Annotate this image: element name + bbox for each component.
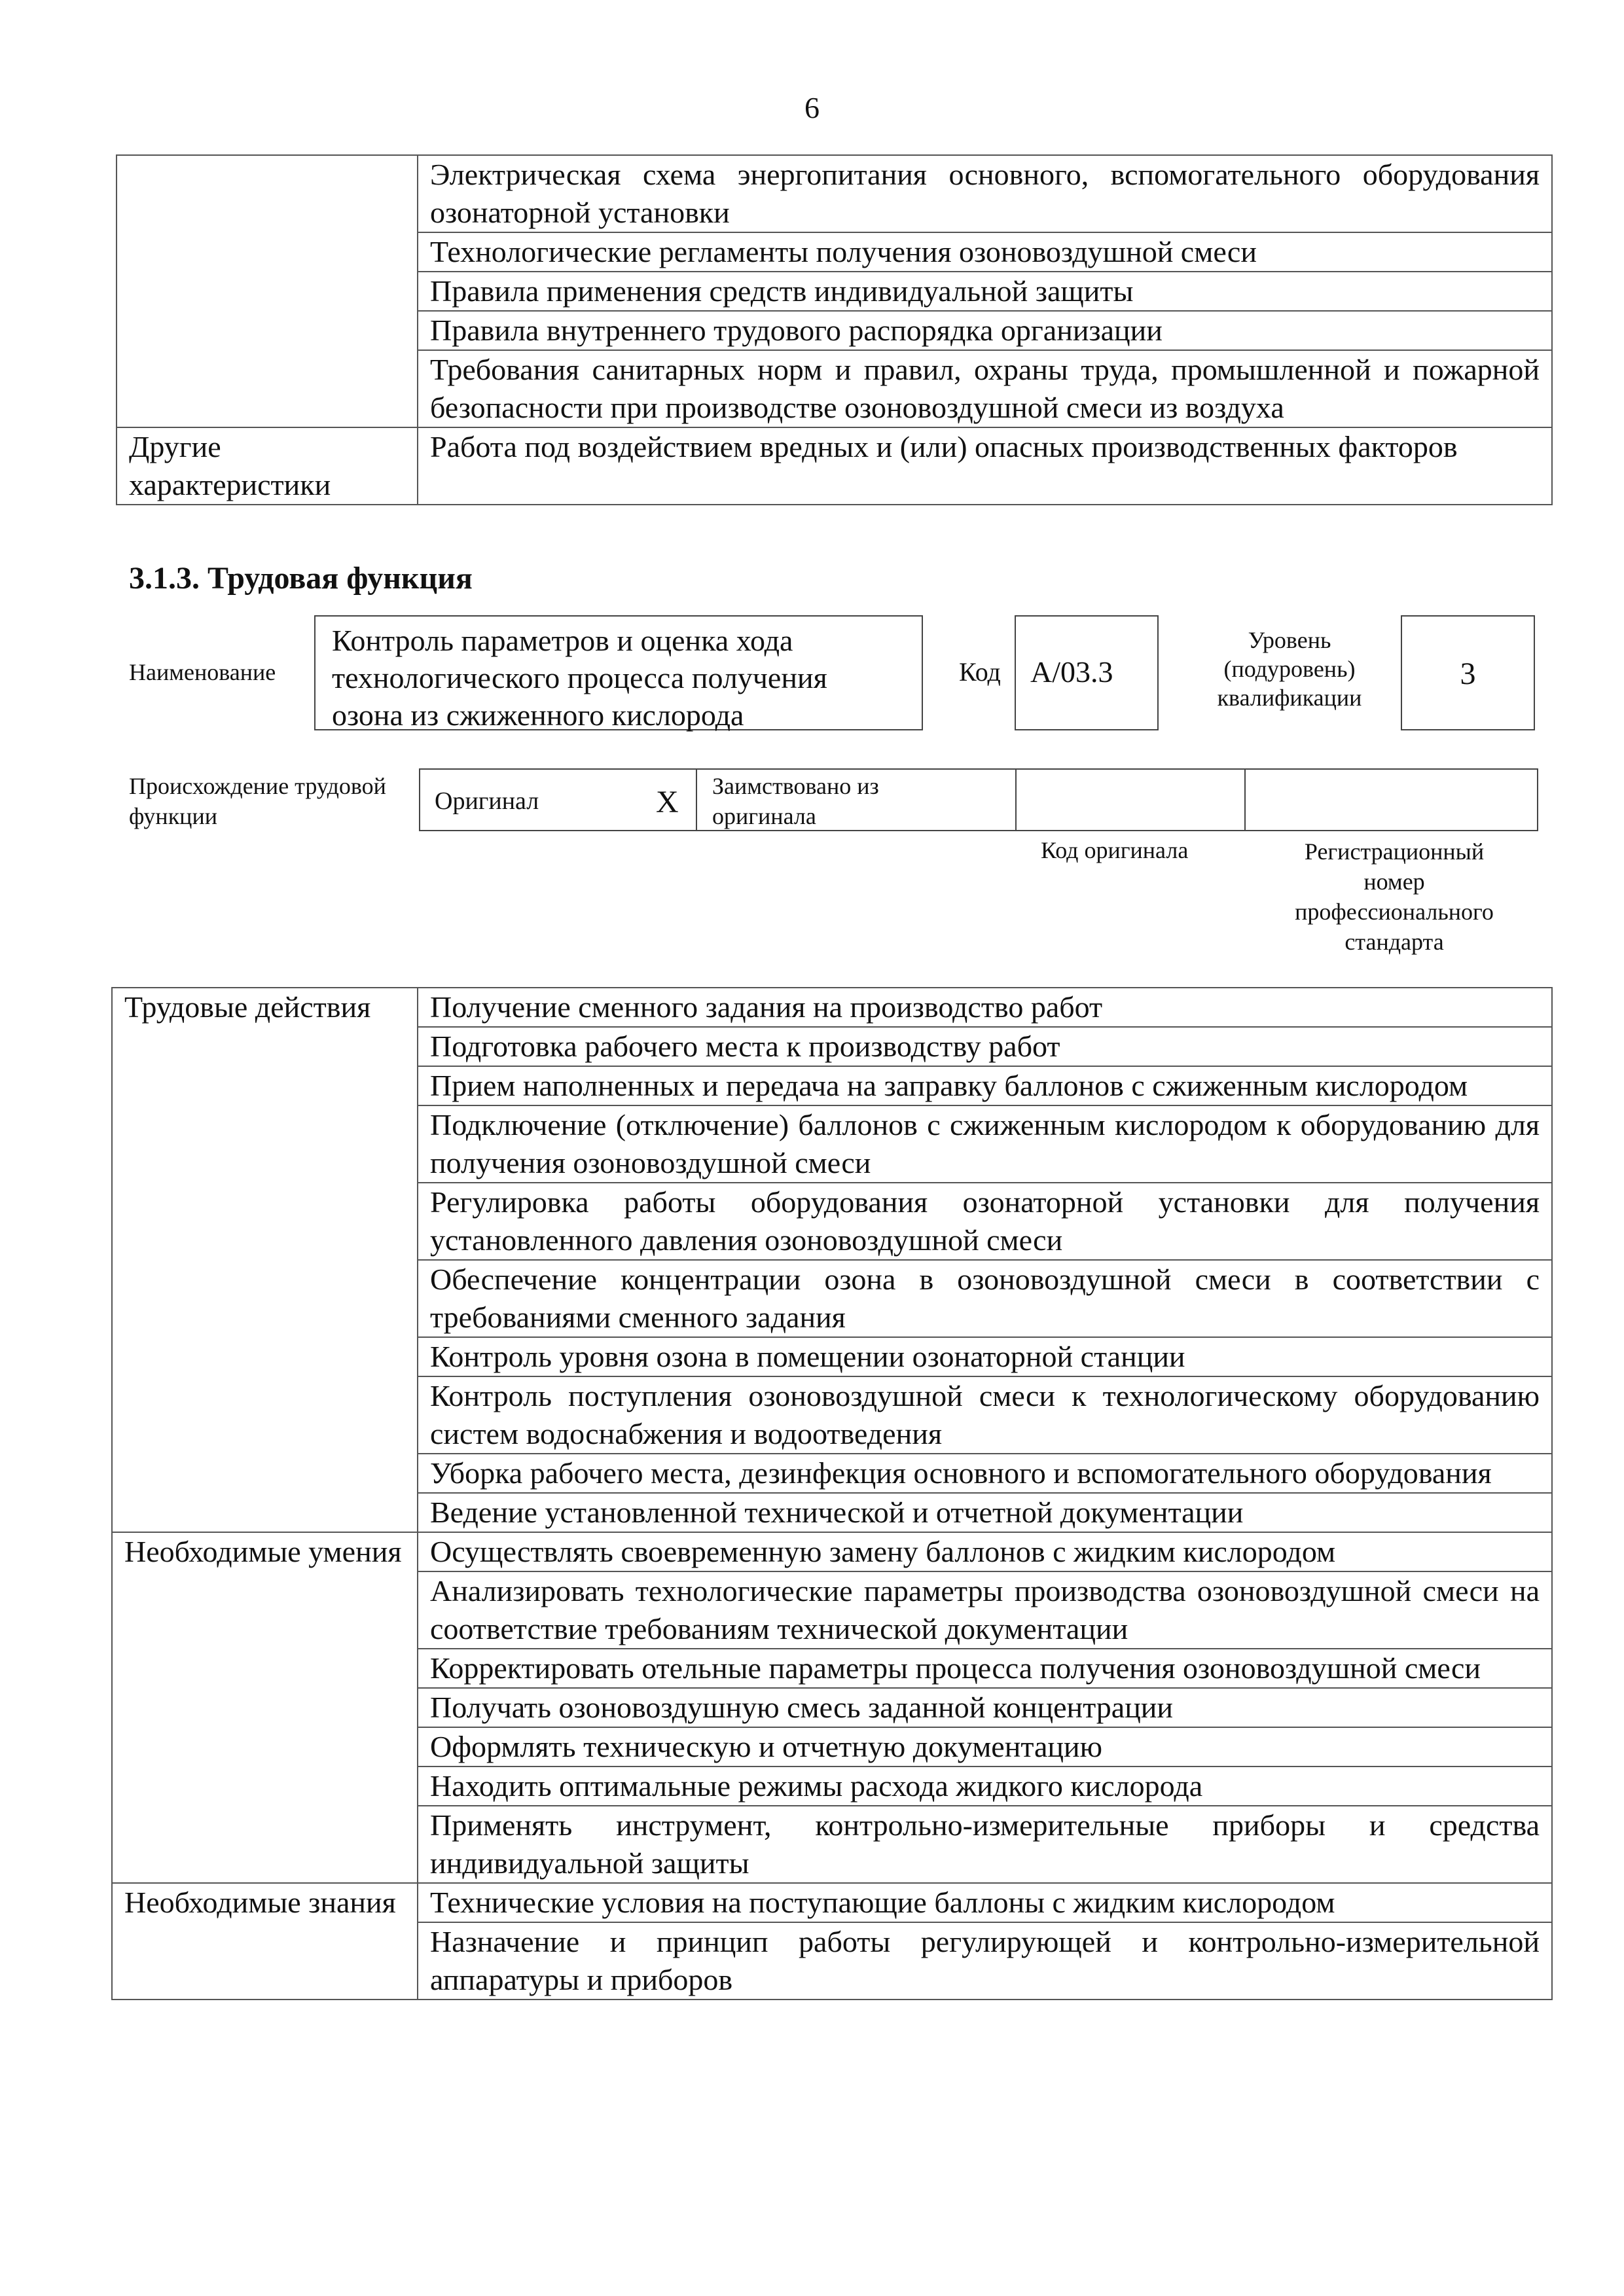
code-label: Код (959, 657, 1001, 687)
reg-number-caption: Регистрационный номер профессионального стандарта (1295, 838, 1494, 955)
list-item: Корректировать отельные параметры процесса получения озоновоздушной смеси (418, 1649, 1552, 1688)
list-item: Требования санитарных норм и правил, охраны труда, промышленной и пожарной безопасности при производстве озоновоздушной смеси из воздуха (418, 350, 1552, 427)
list-item: Осуществлять своевременную замену баллонов с жидким кислородом (418, 1532, 1552, 1571)
table-row (112, 988, 1552, 1027)
list-item: Электрическая схема энергопитания основного, вспомогательного оборудования озонаторной установки (418, 155, 1552, 232)
table-row (117, 427, 1552, 505)
qualification-level-box: 3 (1401, 615, 1535, 730)
list-item: Ведение установленной технической и отчетной документации (418, 1493, 1552, 1532)
function-name-box: Контроль параметров и оценка хода технологического процесса получения озона из сжиженного кислорода (314, 615, 923, 730)
labor-actions-label: Трудовые действия (112, 988, 418, 1532)
origin-label: Происхождение трудовой функции (129, 773, 386, 829)
origin-borrowed-cell (696, 768, 1017, 831)
borrowed-label: Заимствовано из оригинала (712, 773, 879, 829)
list-item: Регулировка работы оборудования озонаторной установки для получения установленного давления озоновоздушной смеси (418, 1183, 1552, 1260)
code-original-cell (1017, 768, 1246, 831)
list-item: Работа под воздействием вредных и (или) опасных производственных факторов (418, 427, 1552, 505)
qualification-level-label: Уровень (подуровень) квалификации (1217, 627, 1362, 711)
list-item: Получение сменного задания на производство работ (418, 988, 1552, 1027)
required-skills-label: Необходимые умения (112, 1532, 418, 1883)
origin-row (419, 768, 1538, 831)
original-label: Оригинал (435, 787, 539, 815)
list-item: Контроль уровня озона в помещении озонаторной станции (418, 1337, 1552, 1376)
section-title: 3.1.3. Трудовая функция (129, 561, 473, 596)
list-item: Оформлять техническую и отчетную документацию (418, 1727, 1552, 1767)
list-item: Контроль поступления озоновоздушной смеси к технологическому оборудованию систем водоснабжения и водоотведения (418, 1376, 1552, 1454)
list-item: Анализировать технологические параметры производства озоновоздушной смеси на соответствие требованиям технической документации (418, 1571, 1552, 1649)
list-item: Технологические регламенты получения озоновоздушной смеси (418, 232, 1552, 272)
row-label (117, 155, 418, 427)
list-item: Подключение (отключение) баллонов с сжиженным кислородом к оборудованию для получения озоновоздушной смеси (418, 1105, 1552, 1183)
list-item: Подготовка рабочего места к производству работ (418, 1027, 1552, 1066)
labor-function-table (111, 987, 1553, 2000)
function-code-box: А/03.3 (1015, 615, 1159, 730)
page-number: 6 (804, 91, 820, 124)
table-row (117, 155, 1552, 232)
list-item: Назначение и принцип работы регулирующей и контрольно-измерительной аппаратуры и приборов (418, 1922, 1552, 2000)
reg-number-cell (1246, 768, 1538, 831)
top-requirements-table (116, 154, 1553, 505)
original-mark: X (656, 785, 679, 819)
list-item: Обеспечение концентрации озона в озоновоздушной смеси в соответствии с требованиями сменного задания (418, 1260, 1552, 1337)
list-item: Находить оптимальные режимы расхода жидкого кислорода (418, 1767, 1552, 1806)
origin-original-cell (419, 768, 697, 831)
list-item: Правила применения средств индивидуальной защиты (418, 272, 1552, 311)
code-original-caption: Код оригинала (1041, 837, 1189, 863)
table-row (112, 1532, 1552, 1571)
list-item: Получать озоновоздушную смесь заданной концентрации (418, 1688, 1552, 1727)
list-item: Технические условия на поступающие баллоны с жидким кислородом (418, 1883, 1552, 1922)
list-item: Правила внутреннего трудового распорядка организации (418, 311, 1552, 350)
list-item: Применять инструмент, контрольно-измерительные приборы и средства индивидуальной защиты (418, 1806, 1552, 1883)
list-item: Уборка рабочего места, дезинфекция основного и вспомогательного оборудования (418, 1454, 1552, 1493)
list-item: Прием наполненных и передача на заправку баллонов с сжиженным кислородом (418, 1066, 1552, 1105)
required-knowledge-label: Необходимые знания (112, 1883, 418, 2000)
other-characteristics-label: Другие характеристики (117, 427, 418, 505)
name-label: Наименование (129, 659, 276, 685)
table-row (112, 1883, 1552, 1922)
